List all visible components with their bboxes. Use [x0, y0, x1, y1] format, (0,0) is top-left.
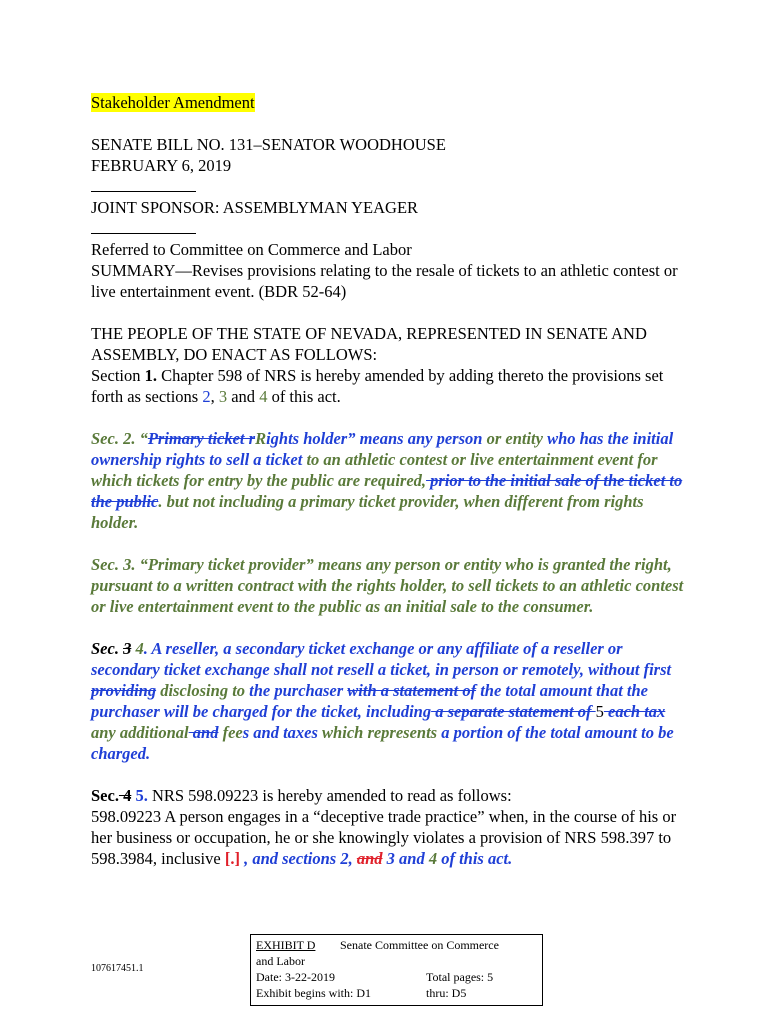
exhibit-date: Date: 3-22-2019 [256, 970, 335, 984]
exhibit-thru: thru: D5 [426, 986, 467, 1000]
total-pages: Total pages: 5 [426, 970, 494, 984]
divider-line [91, 219, 196, 234]
section-3: Sec. 3. “Primary ticket provider” means any person or entity who is granted the right, pursuant to a written contract with the rights holder, to sell tickets to an athletic contest or live entertainment event to the public as an initial sale to the consumer. [91, 555, 684, 616]
referred-line: Referred to Committee on Commerce and Labor [91, 240, 412, 259]
committee-name-cont: and Labor [256, 954, 305, 968]
committee-name: Senate Committee on Commerce [340, 938, 499, 952]
exhibit-box [250, 934, 543, 1006]
document-page [91, 92, 691, 869]
document-id: 107617451.1 [91, 963, 144, 974]
section-2: Sec. 2. “Primary ticket rRights holder” means any person or entity who has the initial ownership rights to sell a ticket to an athletic contest or live entertainment event for which tickets for entry by the public are required, prior to the initial sale of the ticket to the public. but not including a primary ticket provider, when different from rights holder. [91, 429, 683, 532]
nrs-598-09223: 598.09223 A person engages in a “deceptive trade practice” when, in the course of his or her business or occupation, he or she knowingly violates a provision of NRS 598.397 to 598.3984, inclusive [.] , and sections 2, and 3 and 4 of this act. [91, 807, 677, 868]
section-5: Sec. 4 5. NRS 598.09223 is hereby amended to read as follows: [91, 786, 512, 805]
divider-line [91, 177, 196, 192]
enacting-clause: THE PEOPLE OF THE STATE OF NEVADA, REPRESENTED IN SENATE AND ASSEMBLY, DO ENACT AS FOLLOWS: [91, 324, 647, 364]
summary: SUMMARY—Revises provisions relating to the resale of tickets to an athletic contest or live entertainment event. (BDR 52-64) [91, 261, 678, 301]
stakeholder-amendment-label: Stakeholder Amendment [91, 93, 255, 112]
section-4: Sec. 3 4. A reseller, a secondary ticket exchange or any affiliate of a reseller or secondary ticket exchange shall not resell a ticket, in person or remotely, without first providing disclosing to the purchaser with a statement of the total amount that the purchaser will be charged for the ticket, including a separate statement of 5 each tax any additional and fees and taxes which represents a portion of the total amount to be charged. [91, 639, 674, 763]
section-1: Section 1. Chapter 598 of NRS is hereby amended by adding thereto the provisions set forth as sections 2, 3 and 4 of this act. [91, 366, 664, 406]
exhibit-begins: Exhibit begins with: D1 [256, 986, 371, 1000]
bill-title: SENATE BILL NO. 131–SENATOR WOODHOUSE [91, 135, 446, 154]
exhibit-label: EXHIBIT D [256, 938, 316, 952]
joint-sponsor: JOINT SPONSOR: ASSEMBLYMAN YEAGER [91, 198, 419, 217]
bill-date: FEBRUARY 6, 2019 [91, 156, 232, 175]
